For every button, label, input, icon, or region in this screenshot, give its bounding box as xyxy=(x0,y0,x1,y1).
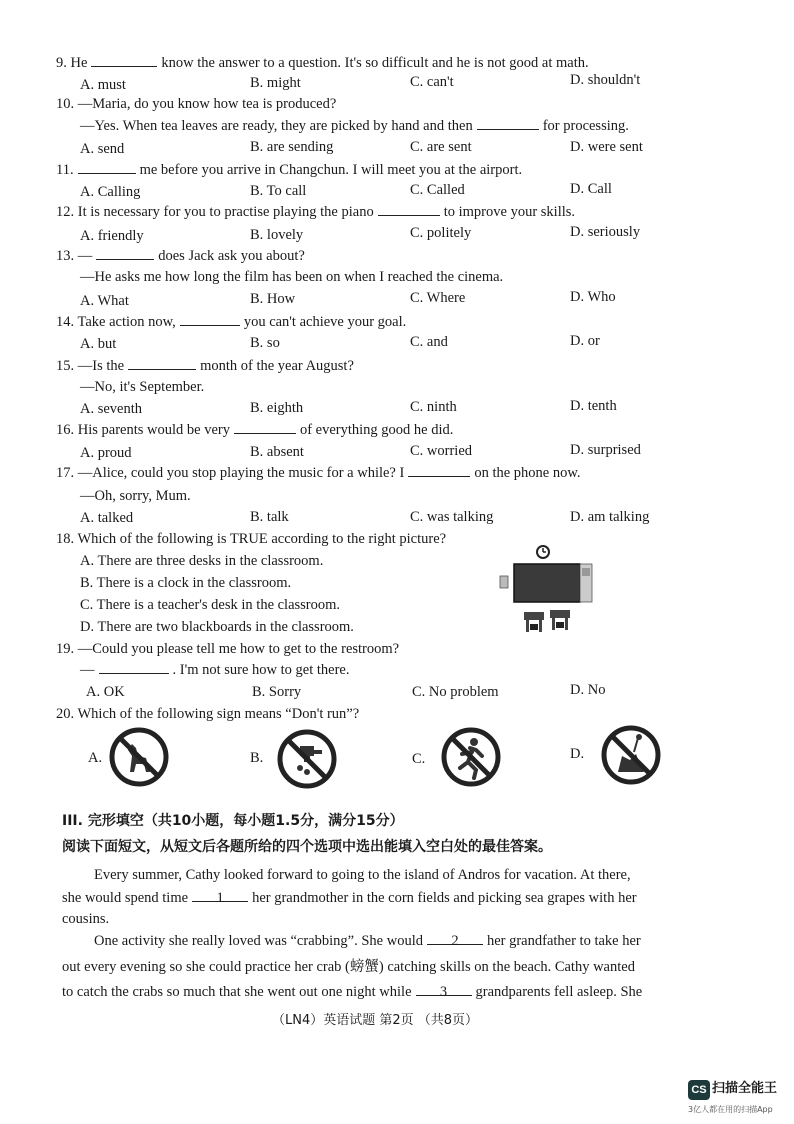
question-text: His parents would be very xyxy=(77,422,230,438)
option-d: D. shouldn't xyxy=(570,72,641,88)
option-c: C. and xyxy=(410,334,448,350)
answer-blank xyxy=(234,421,296,434)
question-17 xyxy=(56,464,581,482)
option-b: B. Sorry xyxy=(252,684,302,700)
section-heading: III. 完形填空（共10小题，每小题1.5分，满分15分） xyxy=(62,813,404,829)
question-17-reply: —Oh, sorry, Mum. xyxy=(80,488,191,504)
option-a: A. seventh xyxy=(80,401,143,417)
option-d: D. am talking xyxy=(570,509,650,525)
question-number: 14. xyxy=(56,314,75,330)
passage-text: her grandmother in the corn fields and picking sea grapes with her xyxy=(252,890,637,906)
question-number: 12. xyxy=(56,204,75,220)
passage-text: grandparents fell asleep. She xyxy=(475,984,643,1000)
answer-blank xyxy=(408,464,470,477)
option-a: A. Calling xyxy=(80,184,141,200)
option-a: A. proud xyxy=(80,445,132,461)
option-c: C. can't xyxy=(410,74,454,90)
question-13 xyxy=(56,247,305,265)
no-picking-flowers-sign-icon xyxy=(600,724,662,786)
option-d: D. tenth xyxy=(570,398,617,414)
desk xyxy=(524,612,544,620)
option-c: C. Where xyxy=(410,290,466,306)
option-d: D. or xyxy=(570,333,600,349)
question-9 xyxy=(56,54,589,72)
passage-text: she would spend time xyxy=(62,890,189,906)
question-number: 13. xyxy=(56,248,75,264)
option-d: D. surprised xyxy=(570,442,641,458)
question-text: It is necessary for you to practise playing the piano xyxy=(77,204,374,220)
camscanner-logo: CS xyxy=(688,1080,710,1100)
passage-line xyxy=(94,932,641,950)
option-b: B. talk xyxy=(250,509,289,525)
passage-line xyxy=(62,983,642,1001)
option-b: B. How xyxy=(250,291,296,307)
option-b: B. eighth xyxy=(250,400,304,416)
option-a: A. OK xyxy=(86,684,125,700)
question-text: Which of the following sign means “Don't run”? xyxy=(77,706,360,722)
option-b: B. absent xyxy=(250,444,304,460)
question-12 xyxy=(56,203,575,221)
question-number: 11. xyxy=(56,162,74,178)
passage-line xyxy=(62,889,637,907)
question-text: —Could you please tell me how to get to the restroom? xyxy=(77,641,400,657)
option-d: D. Who xyxy=(570,289,616,305)
question-text: —Maria, do you know how tea is produced? xyxy=(77,96,337,112)
question-text: month of the year August? xyxy=(200,358,354,374)
answer-blank xyxy=(78,161,136,174)
option-b: B. might xyxy=(250,75,301,91)
question-number: 9. xyxy=(56,55,67,71)
question-text: Which of the following is TRUE according to the right picture? xyxy=(77,531,447,547)
question-text: for processing. xyxy=(542,118,629,134)
passage-text: her grandfather to take her xyxy=(486,933,641,949)
option-d: D. xyxy=(570,746,585,762)
question-18 xyxy=(56,530,446,548)
option-a: A. What xyxy=(80,293,129,309)
option-c: C. ninth xyxy=(410,399,457,415)
passage-line: Every summer, Cathy looked forward to going to the island of Andros for vacation. At there, xyxy=(94,867,631,883)
option-a: A. must xyxy=(80,77,126,93)
option-b: B. so xyxy=(250,335,280,351)
option-c: C. Called xyxy=(410,182,465,198)
option-a: A. There are three desks in the classroom. xyxy=(80,553,324,569)
question-text: —Yes. When tea leaves are ready, they are picked by hand and then xyxy=(80,118,473,134)
option-d: D. were sent xyxy=(570,139,643,155)
passage-line: out every evening so she could practice her crab (螃蟹) catching skills on the beach. Cathy wanted xyxy=(62,959,635,975)
question-19 xyxy=(56,640,399,658)
page-footer: （LN4）英语试题 第2页 （共8页） xyxy=(272,1013,479,1028)
answer-blank xyxy=(180,313,240,326)
option-a: A. xyxy=(88,750,103,766)
option-a: A. friendly xyxy=(80,228,144,244)
question-text: to improve your skills. xyxy=(443,204,576,220)
desk xyxy=(550,610,570,618)
option-d: D. No xyxy=(570,682,606,698)
option-c: C. There is a teacher's desk in the classroom. xyxy=(80,597,341,613)
question-11 xyxy=(56,161,522,179)
question-number: 18. xyxy=(56,531,75,547)
question-number: 10. xyxy=(56,96,75,112)
section-instruction: 阅读下面短文，从短文后各题所给的四个选项中选出能填入空白处的最佳答案。 xyxy=(62,839,552,855)
question-text: know the answer to a question. It's so difficult and he is not good at math. xyxy=(161,55,589,71)
option-a: A. talked xyxy=(80,510,134,526)
answer-blank xyxy=(128,357,196,370)
question-number: 20. xyxy=(56,706,75,722)
question-text: Take action now, xyxy=(77,314,176,330)
option-b: B. There is a clock in the classroom. xyxy=(80,575,292,591)
option-d: D. There are two blackboards in the classroom. xyxy=(80,619,354,635)
question-text: you can't achieve your goal. xyxy=(243,314,407,330)
no-dogs-sign-icon xyxy=(108,726,170,788)
question-15-reply: —No, it's September. xyxy=(80,379,205,395)
question-text: He xyxy=(70,55,88,71)
question-text: on the phone now. xyxy=(474,465,581,481)
passage-line: cousins. xyxy=(62,911,110,927)
question-text: —Is the xyxy=(77,358,125,374)
no-running-sign-icon xyxy=(440,726,502,788)
watermark-brand: 扫描全能王 xyxy=(712,1081,778,1096)
classroom-picture xyxy=(496,542,596,642)
option-b: B. xyxy=(250,750,264,766)
answer-blank xyxy=(477,117,539,130)
passage-text: One activity she really loved was “crabbing”. She would xyxy=(94,933,423,949)
question-20 xyxy=(56,705,359,723)
question-number: 19. xyxy=(56,641,75,657)
question-text: —Alice, could you stop playing the music for a while? I xyxy=(77,465,405,481)
cloze-blank-3: 3 xyxy=(416,983,472,996)
question-text: — xyxy=(80,662,95,678)
question-10-line2 xyxy=(80,117,629,135)
question-text: does Jack ask you about? xyxy=(158,248,305,264)
answer-blank xyxy=(96,247,154,260)
question-number: 17. xyxy=(56,465,75,481)
option-c: C. xyxy=(412,751,426,767)
cloze-blank-2: 2 xyxy=(427,932,483,945)
passage-text: to catch the crabs so much that she went out one night while xyxy=(62,984,412,1000)
answer-blank xyxy=(99,661,169,674)
option-c: C. was talking xyxy=(410,509,494,525)
question-19-reply xyxy=(80,661,349,679)
question-10 xyxy=(56,95,336,113)
question-text: . I'm not sure how to get there. xyxy=(172,662,350,678)
question-14 xyxy=(56,313,406,331)
question-number: 15. xyxy=(56,358,75,374)
option-b: B. To call xyxy=(250,183,307,199)
watermark-tagline: 3亿人都在用的扫描App xyxy=(688,1105,773,1114)
option-d: D. seriously xyxy=(570,224,641,240)
option-a: A. but xyxy=(80,336,117,352)
option-b: B. are sending xyxy=(250,139,334,155)
cloze-blank-1: 1 xyxy=(192,889,248,902)
question-13-reply: —He asks me how long the film has been on when I reached the cinema. xyxy=(80,269,504,285)
option-d: D. Call xyxy=(570,181,612,197)
answer-blank xyxy=(91,54,157,67)
blackboard xyxy=(514,564,580,602)
question-text: of everything good he did. xyxy=(299,422,454,438)
option-b: B. lovely xyxy=(250,227,304,243)
option-c: C. No problem xyxy=(412,684,499,700)
option-c: C. worried xyxy=(410,443,473,459)
answer-blank xyxy=(378,203,440,216)
question-text: me before you arrive in Changchun. I will meet you at the airport. xyxy=(139,162,523,178)
question-15 xyxy=(56,357,354,375)
option-c: C. politely xyxy=(410,225,472,241)
option-a: A. send xyxy=(80,141,125,157)
option-c: C. are sent xyxy=(410,139,472,155)
no-water-sign-icon xyxy=(276,728,338,790)
question-number: 16. xyxy=(56,422,75,438)
question-text: — xyxy=(77,248,93,264)
question-16 xyxy=(56,421,453,439)
